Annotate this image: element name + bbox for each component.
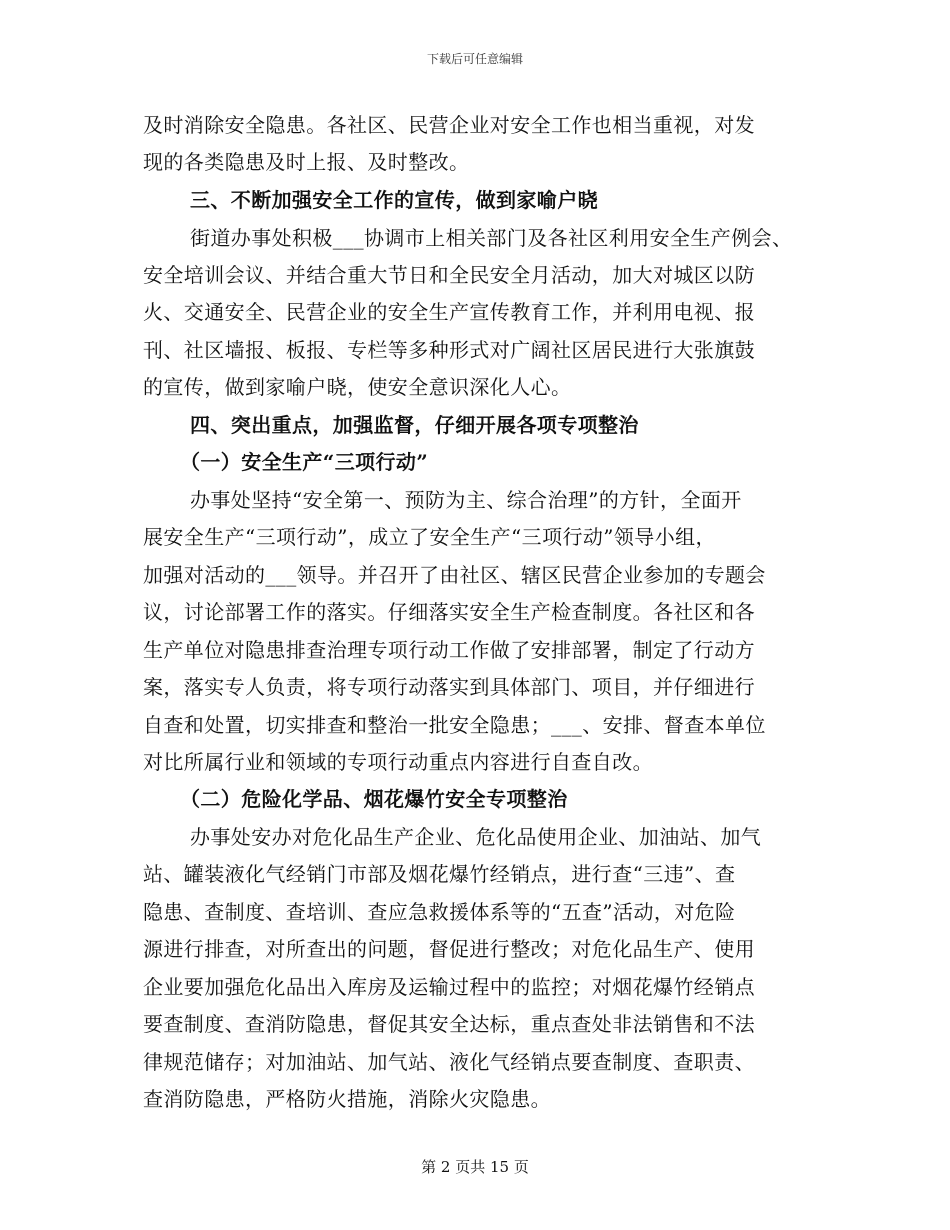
body-line: 现的各类隐患及时上报、及时整改。 — [143, 150, 470, 174]
body-line: 展安全生产“三项行动”，成立了安全生产“三项行动”领导小组， — [143, 525, 716, 549]
body-line: 刊、社区墙报、板报、专栏等多种形式对广阔社区居民进行大张旗鼓 — [143, 338, 755, 362]
body-line: 律规范储存；对加油站、加气站、液化气经销点要查制度、查职责、 — [143, 1050, 755, 1074]
body-line: 议，讨论部署工作的落实。仔细落实安全生产检查制度。各社区和各 — [143, 600, 755, 624]
page-header-note: 下载后可任意编辑 — [426, 52, 523, 66]
body-line: 及时消除安全隐患。各社区、民营企业对安全工作也相当重视，对发 — [143, 113, 755, 137]
section-heading-4: 四、突出重点，加强监督，仔细开展各项专项整治 — [190, 413, 639, 437]
body-line: 办事处坚持“安全第一、预防为主、综合治理”的方针，全面开 — [190, 488, 742, 512]
body-line: 企业要加强危化品出入库房及运输过程中的监控；对烟花爆竹经销点 — [143, 975, 755, 999]
body-line: 对比所属行业和领域的专项行动重点内容进行自查自改。 — [143, 750, 653, 774]
body-line: 安全培训会议、并结合重大节日和全民安全月活动，加大对城区以防 — [143, 263, 755, 287]
body-line: 站、罐装液化气经销门市部及烟花爆竹经销点，进行查“三违”、查 — [143, 862, 736, 886]
body-line: 案，落实专人负责，将专项行动落实到具体部门、项目，并仔细进行 — [143, 675, 755, 699]
body-line: 要查制度、查消防隐患，督促其安全达标，重点查处非法销售和不法 — [143, 1012, 755, 1036]
body-line: 源进行排查，对所查出的问题，督促进行整改；对危化品生产、使用 — [143, 937, 755, 961]
body-line: 街道办事处积极___协调市上相关部门及各社区利用安全生产例会、 — [190, 226, 793, 250]
page-number: 第 2 页共 15 页 — [421, 1158, 529, 1176]
body-line: 的宣传，做到家喻户晓，使安全意识深化人心。 — [143, 375, 572, 399]
body-line: 查消防隐患，严格防火措施，消除火灾隐患。 — [143, 1087, 551, 1111]
body-line: 办事处安办对危化品生产企业、危化品使用企业、加油站、加气 — [190, 825, 762, 849]
subsection-heading-1: （一）安全生产“三项行动” — [180, 450, 429, 474]
body-line: 自查和处置，切实排查和整治一批安全隐患；___、安排、督查本单位 — [143, 713, 766, 737]
body-line: 火、交通安全、民营企业的安全生产宣传教育工作，并利用电视、报 — [143, 300, 755, 324]
body-line: 生产单位对隐患排查治理专项行动工作做了安排部署，制定了行动方 — [143, 638, 755, 662]
body-line: 隐患、查制度、查培训、查应急救援体系等的“五查”活动，对危险 — [143, 900, 736, 924]
body-line: 加强对活动的___领导。并召开了由社区、辖区民营企业参加的专题会 — [143, 563, 766, 587]
section-heading-3: 三、不断加强安全工作的宣传，做到家喻户晓 — [190, 188, 598, 212]
subsection-heading-2: （二）危险化学品、烟花爆竹安全专项整治 — [180, 787, 568, 811]
